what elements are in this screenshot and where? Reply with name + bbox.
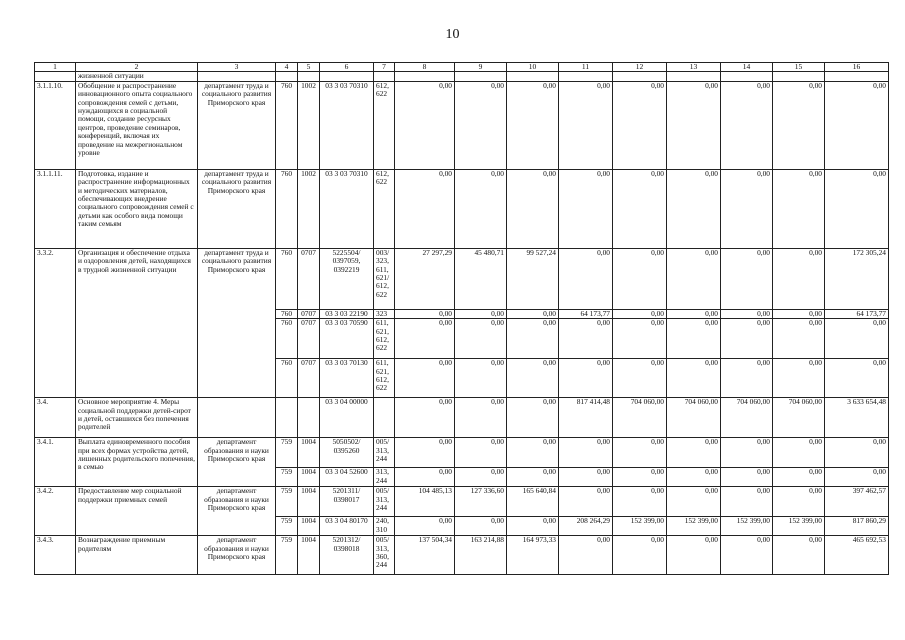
amount-cell: 0,00 bbox=[507, 398, 559, 438]
amount-cell: 0,00 bbox=[721, 81, 773, 169]
amount-cell: 0,00 bbox=[507, 309, 559, 318]
code-cell: 1004 bbox=[298, 487, 320, 517]
amount-cell: 0,00 bbox=[825, 359, 889, 398]
code-cell: 240, 310 bbox=[374, 517, 395, 536]
amount-cell: 0,00 bbox=[613, 319, 667, 359]
amount-cell: 0,00 bbox=[667, 169, 721, 248]
amount-cell: 0,00 bbox=[721, 487, 773, 517]
amount-cell: 0,00 bbox=[613, 248, 667, 309]
amount-cell: 165 640,84 bbox=[507, 487, 559, 517]
amount-cell: 0,00 bbox=[667, 438, 721, 468]
amount-cell: 0,00 bbox=[395, 309, 455, 318]
code-cell: 03 3 04 80170 bbox=[320, 517, 374, 536]
code-cell: 1004 bbox=[298, 438, 320, 468]
header-cell: 15 bbox=[773, 63, 825, 72]
amount-cell: 0,00 bbox=[507, 517, 559, 536]
budget-table bbox=[34, 62, 889, 575]
code-cell: 1004 bbox=[298, 517, 320, 536]
amount-cell: 163 214,88 bbox=[455, 536, 507, 575]
amount-cell: 0,00 bbox=[721, 438, 773, 468]
amount-cell: 152 399,00 bbox=[667, 517, 721, 536]
amount-cell: 0,00 bbox=[613, 359, 667, 398]
table-cell bbox=[35, 72, 76, 81]
amount-cell: 0,00 bbox=[773, 487, 825, 517]
code-cell: 0707 bbox=[298, 319, 320, 359]
amount-cell: 704 060,00 bbox=[721, 398, 773, 438]
table-cell bbox=[721, 72, 773, 81]
header-cell: 10 bbox=[507, 63, 559, 72]
code-cell: 611, 621, 612, 622 bbox=[374, 359, 395, 398]
amount-cell: 0,00 bbox=[613, 536, 667, 575]
table-row bbox=[35, 169, 889, 248]
table-cell bbox=[320, 72, 374, 81]
amount-cell: 0,00 bbox=[559, 536, 613, 575]
amount-cell: 0,00 bbox=[455, 81, 507, 169]
amount-cell: 0,00 bbox=[667, 81, 721, 169]
code-cell: 1002 bbox=[298, 169, 320, 248]
header-cell: 4 bbox=[276, 63, 298, 72]
row-number: 3.4.3. bbox=[35, 536, 76, 575]
executor bbox=[198, 398, 276, 438]
header-cell: 7 bbox=[374, 63, 395, 72]
code-cell: 611, 621, 612, 622 bbox=[374, 319, 395, 359]
row-number: 3.1.1.11. bbox=[35, 169, 76, 248]
amount-cell: 0,00 bbox=[773, 438, 825, 468]
row-number: 3.4.2. bbox=[35, 487, 76, 536]
amount-cell: 0,00 bbox=[559, 468, 613, 487]
header-cell: 13 bbox=[667, 63, 721, 72]
amount-cell: 0,00 bbox=[613, 309, 667, 318]
amount-cell: 0,00 bbox=[773, 309, 825, 318]
header-cell: 1 bbox=[35, 63, 76, 72]
amount-cell: 137 504,34 bbox=[395, 536, 455, 575]
amount-cell: 397 462,57 bbox=[825, 487, 889, 517]
code-cell: 759 bbox=[276, 468, 298, 487]
code-cell: 03 3 04 52600 bbox=[320, 468, 374, 487]
amount-cell: 172 305,24 bbox=[825, 248, 889, 309]
table-row bbox=[35, 487, 889, 517]
table-cell bbox=[613, 72, 667, 81]
amount-cell: 0,00 bbox=[667, 468, 721, 487]
amount-cell: 0,00 bbox=[395, 398, 455, 438]
code-cell: 5201311/ 0398017 bbox=[320, 487, 374, 517]
code-cell: 1002 bbox=[298, 81, 320, 169]
table-cell bbox=[773, 72, 825, 81]
code-cell: 612, 622 bbox=[374, 81, 395, 169]
amount-cell: 0,00 bbox=[773, 359, 825, 398]
amount-cell: 64 173,77 bbox=[825, 309, 889, 318]
code-cell: 03 3 03 70130 bbox=[320, 359, 374, 398]
amount-cell: 0,00 bbox=[613, 438, 667, 468]
amount-cell: 0,00 bbox=[395, 438, 455, 468]
table-row bbox=[35, 438, 889, 468]
code-cell: 612, 622 bbox=[374, 169, 395, 248]
amount-cell: 465 692,53 bbox=[825, 536, 889, 575]
amount-cell: 704 060,00 bbox=[773, 398, 825, 438]
amount-cell: 0,00 bbox=[825, 319, 889, 359]
amount-cell: 0,00 bbox=[773, 81, 825, 169]
amount-cell: 0,00 bbox=[721, 248, 773, 309]
amount-cell: 0,00 bbox=[559, 248, 613, 309]
code-cell: 03 3 03 70310 bbox=[320, 169, 374, 248]
table-cell bbox=[198, 72, 276, 81]
executor: департамент труда и социального развития Приморского края bbox=[198, 169, 276, 248]
executor: департамент труда и социального развития Приморского края bbox=[198, 248, 276, 397]
amount-cell: 0,00 bbox=[721, 169, 773, 248]
table-cell bbox=[559, 72, 613, 81]
amount-cell: 0,00 bbox=[773, 169, 825, 248]
measure-name: Вознаграждение приемным родителям bbox=[76, 536, 198, 575]
amount-cell: 0,00 bbox=[507, 359, 559, 398]
amount-cell: 0,00 bbox=[559, 487, 613, 517]
amount-cell: 0,00 bbox=[507, 468, 559, 487]
row-number: 3.1.1.10. bbox=[35, 81, 76, 169]
executor: департамент труда и социального развития Приморского края bbox=[198, 81, 276, 169]
table-cell: жизненной ситуации bbox=[76, 72, 198, 81]
code-cell: 003/ 323, 611, 621/ 612, 622 bbox=[374, 248, 395, 309]
header-cell: 11 bbox=[559, 63, 613, 72]
code-cell: 5050502/ 0395260 bbox=[320, 438, 374, 468]
amount-cell: 817 860,29 bbox=[825, 517, 889, 536]
code-cell: 760 bbox=[276, 169, 298, 248]
amount-cell: 0,00 bbox=[825, 468, 889, 487]
amount-cell: 208 264,29 bbox=[559, 517, 613, 536]
table-cell bbox=[374, 72, 395, 81]
table-cell bbox=[455, 72, 507, 81]
table-row bbox=[35, 72, 889, 81]
amount-cell: 0,00 bbox=[395, 319, 455, 359]
code-cell: 1004 bbox=[298, 468, 320, 487]
amount-cell: 0,00 bbox=[507, 319, 559, 359]
amount-cell: 0,00 bbox=[773, 319, 825, 359]
code-cell: 759 bbox=[276, 438, 298, 468]
amount-cell: 45 480,71 bbox=[455, 248, 507, 309]
amount-cell: 0,00 bbox=[667, 487, 721, 517]
amount-cell: 127 336,60 bbox=[455, 487, 507, 517]
amount-cell: 0,00 bbox=[455, 169, 507, 248]
amount-cell: 0,00 bbox=[667, 319, 721, 359]
amount-cell: 152 399,00 bbox=[773, 517, 825, 536]
table-cell bbox=[298, 72, 320, 81]
amount-cell: 0,00 bbox=[455, 438, 507, 468]
code-cell: 03 3 04 00000 bbox=[320, 398, 374, 438]
executor: департамент образования и науки Приморского края bbox=[198, 536, 276, 575]
header-cell: 14 bbox=[721, 63, 773, 72]
amount-cell: 0,00 bbox=[559, 359, 613, 398]
code-cell: 03 3 03 70310 bbox=[320, 81, 374, 169]
amount-cell: 0,00 bbox=[455, 398, 507, 438]
amount-cell: 104 485,13 bbox=[395, 487, 455, 517]
measure-name: Предоставление мер социальной поддержки приемных семей bbox=[76, 487, 198, 536]
code-cell: 005/ 313, 244 bbox=[374, 438, 395, 468]
table-row bbox=[35, 81, 889, 169]
table-cell bbox=[276, 72, 298, 81]
code-cell: 759 bbox=[276, 536, 298, 575]
measure-name: Основное мероприятие 4. Меры социальной поддержки детей-сирот и детей, оставшихся без попечения родителей bbox=[76, 398, 198, 438]
table-cell bbox=[395, 72, 455, 81]
amount-cell: 0,00 bbox=[825, 169, 889, 248]
code-cell: 005/ 313, 360, 244 bbox=[374, 536, 395, 575]
amount-cell: 0,00 bbox=[667, 309, 721, 318]
amount-cell: 0,00 bbox=[455, 309, 507, 318]
table-row bbox=[35, 398, 889, 438]
measure-name: Организация и обеспечение отдыха и оздоровления детей, находящихся в трудной жизненной ситуации bbox=[76, 248, 198, 397]
page-number: 10 bbox=[445, 27, 460, 42]
amount-cell: 0,00 bbox=[613, 169, 667, 248]
amount-cell: 704 060,00 bbox=[667, 398, 721, 438]
amount-cell: 152 399,00 bbox=[721, 517, 773, 536]
amount-cell: 0,00 bbox=[559, 319, 613, 359]
amount-cell: 152 399,00 bbox=[613, 517, 667, 536]
executor: департамент образования и науки Приморского края bbox=[198, 438, 276, 487]
amount-cell: 0,00 bbox=[825, 81, 889, 169]
code-cell: 0707 bbox=[298, 309, 320, 318]
amount-cell: 0,00 bbox=[773, 468, 825, 487]
amount-cell: 0,00 bbox=[395, 81, 455, 169]
amount-cell: 0,00 bbox=[721, 468, 773, 487]
amount-cell: 0,00 bbox=[721, 359, 773, 398]
row-number: 3.3.2. bbox=[35, 248, 76, 397]
table-row bbox=[35, 248, 889, 309]
amount-cell: 164 973,33 bbox=[507, 536, 559, 575]
amount-cell: 0,00 bbox=[667, 536, 721, 575]
table-cell bbox=[825, 72, 889, 81]
amount-cell: 99 527,24 bbox=[507, 248, 559, 309]
code-cell: 760 bbox=[276, 81, 298, 169]
amount-cell: 0,00 bbox=[613, 487, 667, 517]
amount-cell: 0,00 bbox=[721, 536, 773, 575]
amount-cell: 0,00 bbox=[667, 359, 721, 398]
table-row bbox=[35, 536, 889, 575]
header-cell: 16 bbox=[825, 63, 889, 72]
amount-cell: 0,00 bbox=[395, 468, 455, 487]
code-cell: 760 bbox=[276, 248, 298, 309]
amount-cell: 0,00 bbox=[613, 468, 667, 487]
amount-cell: 27 297,29 bbox=[395, 248, 455, 309]
code-cell: 5225504/ 0397059, 0392219 bbox=[320, 248, 374, 309]
amount-cell: 0,00 bbox=[395, 169, 455, 248]
amount-cell: 0,00 bbox=[507, 438, 559, 468]
amount-cell: 0,00 bbox=[395, 359, 455, 398]
code-cell: 760 bbox=[276, 359, 298, 398]
header-row bbox=[35, 63, 889, 72]
amount-cell: 0,00 bbox=[773, 536, 825, 575]
header-cell: 5 bbox=[298, 63, 320, 72]
code-cell bbox=[276, 398, 298, 438]
amount-cell: 817 414,48 bbox=[559, 398, 613, 438]
amount-cell: 0,00 bbox=[507, 169, 559, 248]
code-cell: 760 bbox=[276, 319, 298, 359]
amount-cell: 704 060,00 bbox=[613, 398, 667, 438]
measure-name: Обобщение и распространение инновационного опыта социального сопровождения семей с детьми, нуждающихся в социальной помощи, создание ресурсных центров, проведение семинаров, конференций, включая их проведение на межрегиональном уровне bbox=[76, 81, 198, 169]
amount-cell: 0,00 bbox=[455, 517, 507, 536]
code-cell: 313, 244 bbox=[374, 468, 395, 487]
amount-cell: 0,00 bbox=[559, 438, 613, 468]
amount-cell: 0,00 bbox=[559, 169, 613, 248]
measure-name: Подготовка, издание и распространение информационных и методических материалов, обеспечивающих внедрение социального сопровождения семей с детьми как особого вида помощи таким семьям bbox=[76, 169, 198, 248]
amount-cell: 64 173,77 bbox=[559, 309, 613, 318]
amount-cell: 0,00 bbox=[667, 248, 721, 309]
code-cell: 759 bbox=[276, 517, 298, 536]
amount-cell: 0,00 bbox=[613, 81, 667, 169]
measure-name: Выплата единовременного пособия при всех формах устройства детей, лишенных родительского попечения, в семью bbox=[76, 438, 198, 487]
code-cell: 323 bbox=[374, 309, 395, 318]
amount-cell: 0,00 bbox=[395, 517, 455, 536]
header-cell: 2 bbox=[76, 63, 198, 72]
code-cell: 1004 bbox=[298, 536, 320, 575]
code-cell: 760 bbox=[276, 309, 298, 318]
code-cell: 5201312/ 0398018 bbox=[320, 536, 374, 575]
amount-cell: 0,00 bbox=[721, 309, 773, 318]
row-number: 3.4.1. bbox=[35, 438, 76, 487]
amount-cell: 0,00 bbox=[507, 81, 559, 169]
code-cell: 005/ 313, 244 bbox=[374, 487, 395, 517]
code-cell: 03 3 03 70590 bbox=[320, 319, 374, 359]
code-cell bbox=[298, 398, 320, 438]
code-cell: 03 3 03 22190 bbox=[320, 309, 374, 318]
header-cell: 8 bbox=[395, 63, 455, 72]
code-cell: 0707 bbox=[298, 248, 320, 309]
amount-cell: 0,00 bbox=[721, 319, 773, 359]
header-cell: 6 bbox=[320, 63, 374, 72]
amount-cell: 0,00 bbox=[455, 319, 507, 359]
code-cell bbox=[374, 398, 395, 438]
code-cell: 759 bbox=[276, 487, 298, 517]
amount-cell: 3 633 654,48 bbox=[825, 398, 889, 438]
executor: департамент образования и науки Приморского края bbox=[198, 487, 276, 536]
amount-cell: 0,00 bbox=[825, 438, 889, 468]
table-cell bbox=[667, 72, 721, 81]
amount-cell: 0,00 bbox=[773, 248, 825, 309]
row-number: 3.4. bbox=[35, 398, 76, 438]
header-cell: 12 bbox=[613, 63, 667, 72]
amount-cell: 0,00 bbox=[455, 359, 507, 398]
amount-cell: 0,00 bbox=[455, 468, 507, 487]
header-cell: 9 bbox=[455, 63, 507, 72]
amount-cell: 0,00 bbox=[559, 81, 613, 169]
table-cell bbox=[507, 72, 559, 81]
code-cell: 0707 bbox=[298, 359, 320, 398]
header-cell: 3 bbox=[198, 63, 276, 72]
